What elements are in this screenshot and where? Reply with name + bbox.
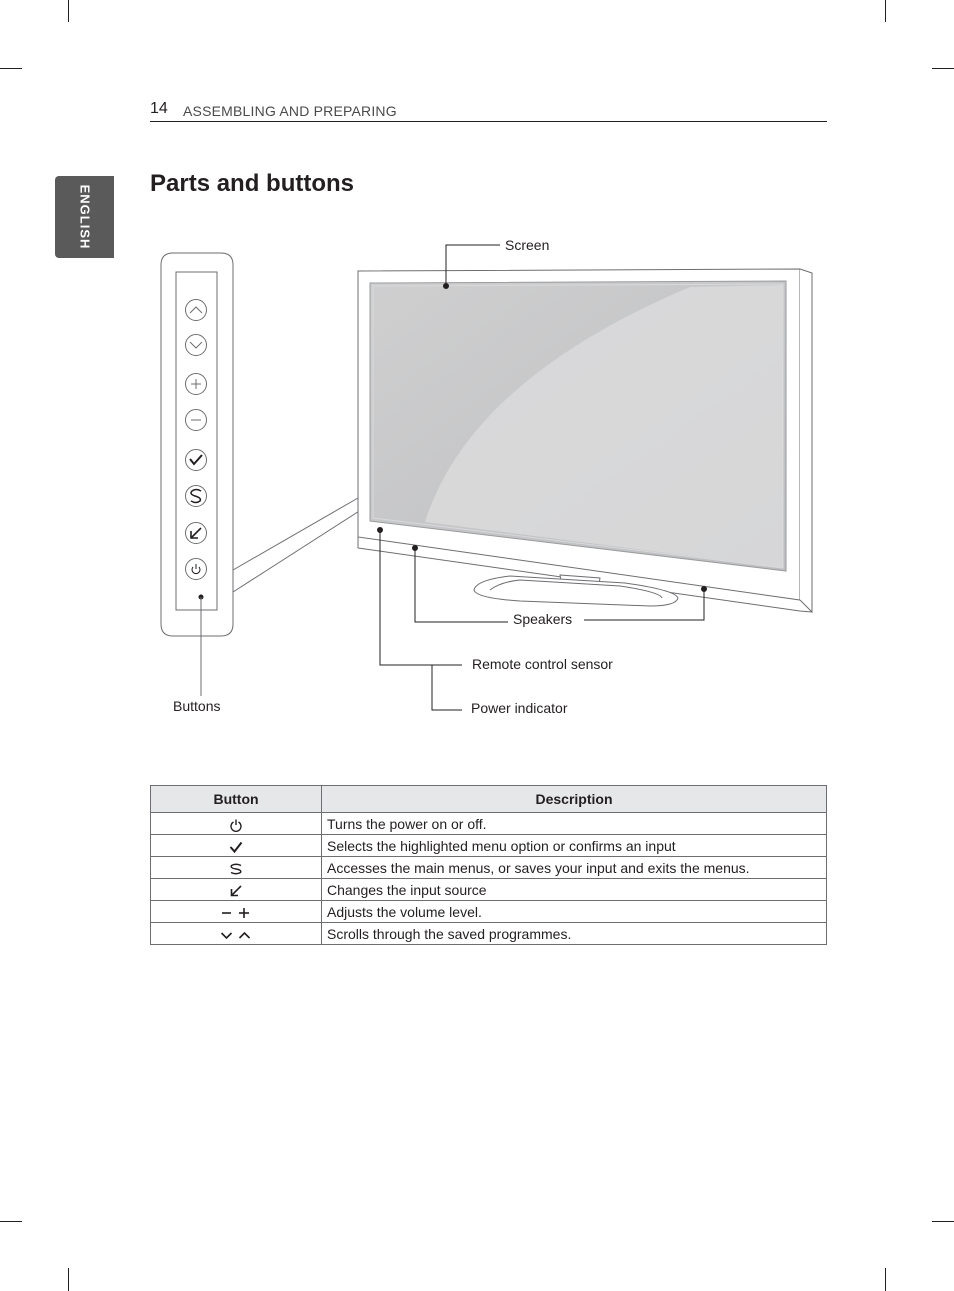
table-row (151, 879, 827, 901)
power-icon (229, 818, 243, 832)
screen-label: Screen (505, 237, 550, 253)
remote-sensor-label: Remote control sensor (472, 656, 613, 672)
row-description: Turns the power on or off. (322, 813, 827, 835)
row-description: Selects the highlighted menu option or confirms an input (322, 835, 827, 857)
power-indicator-label: Power indicator (471, 700, 568, 716)
down-up-icon (220, 928, 252, 942)
ok-check-icon (229, 840, 243, 854)
column-header-description: Description (322, 786, 827, 813)
table-row (151, 857, 827, 879)
button-panel (161, 253, 364, 696)
buttons-table (150, 785, 827, 945)
language-tab-label: ENGLISH (77, 184, 92, 250)
table-row (151, 813, 827, 835)
page-title: Parts and buttons (150, 170, 355, 197)
table-header-row (151, 786, 827, 813)
row-description: Accesses the main menus, or saves your input and exits the menus. (322, 857, 827, 879)
row-description: Scrolls through the saved programmes. (322, 923, 827, 945)
buttons-label: Buttons (173, 698, 221, 714)
page-number: 14 (150, 100, 168, 117)
column-header-button: Button (151, 786, 322, 813)
crop-mark (932, 1221, 954, 1222)
row-description: Adjusts the volume level. (322, 901, 827, 923)
crop-mark (68, 1268, 69, 1291)
crop-mark (0, 1221, 22, 1222)
settings-s-icon (229, 862, 243, 876)
tv-set (358, 269, 812, 612)
table-row (151, 923, 827, 945)
speakers-label: Speakers (513, 611, 573, 627)
crop-mark (885, 1268, 886, 1291)
input-icon (229, 884, 243, 898)
section-header: ASSEMBLING AND PREPARING (183, 103, 397, 119)
table-row (151, 835, 827, 857)
minus-plus-icon (220, 906, 252, 920)
table-row (151, 901, 827, 923)
row-description: Changes the input source (322, 879, 827, 901)
